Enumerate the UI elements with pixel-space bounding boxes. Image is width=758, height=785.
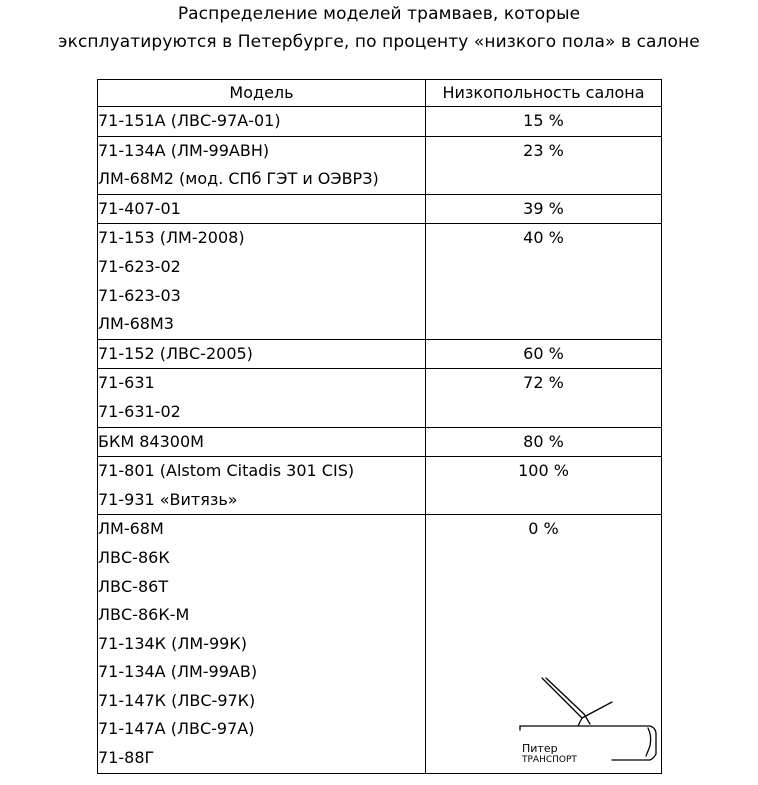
table-row bbox=[98, 224, 662, 339]
tram-lowfloor-table bbox=[97, 79, 662, 774]
model-name: 71-147А (ЛВС-97А) bbox=[98, 719, 255, 739]
model-name: 71-631 bbox=[98, 373, 155, 393]
model-name: 71-134А (ЛМ-99АВ) bbox=[98, 662, 258, 682]
model-name: 71-801 (Alstom Citadis 301 CIS) bbox=[98, 461, 355, 481]
model-name: ЛМ-68М3 bbox=[98, 314, 174, 334]
lowfloor-percent: 39 % bbox=[523, 198, 564, 218]
model-name: 71-931 «Витязь» bbox=[98, 489, 238, 509]
model-name: 71-152 (ЛВС-2005) bbox=[98, 343, 253, 363]
lowfloor-percent-cell bbox=[426, 339, 662, 369]
model-cell bbox=[98, 136, 426, 194]
model-name: ЛМ-68М bbox=[98, 519, 164, 539]
lowfloor-percent: 15 % bbox=[523, 111, 564, 130]
lowfloor-percent-cell bbox=[426, 136, 662, 194]
model-name: ЛМ-68М2 (мод. СПб ГЭТ и ОЭВРЗ) bbox=[98, 169, 379, 189]
model-name: 71-88Г bbox=[98, 748, 155, 768]
table-row bbox=[98, 427, 662, 457]
lowfloor-percent: 23 % bbox=[523, 140, 564, 160]
lowfloor-percent: 60 % bbox=[523, 343, 564, 363]
lowfloor-percent-cell bbox=[426, 194, 662, 224]
model-name: 71-134К (ЛМ-99К) bbox=[98, 633, 247, 653]
document-title bbox=[0, 0, 758, 56]
table-row bbox=[98, 369, 662, 427]
column-header-lowfloor: Низкопольность салона bbox=[426, 80, 662, 107]
piter-transport-logo bbox=[516, 676, 662, 768]
model-cell bbox=[98, 457, 426, 515]
lowfloor-percent: 72 % bbox=[523, 373, 564, 393]
model-name: ЛВС-86К bbox=[98, 547, 170, 567]
table-row bbox=[98, 339, 662, 369]
title-line-1: Распределение моделей трамваев, которые bbox=[177, 4, 581, 24]
table-row bbox=[98, 136, 662, 194]
column-header-model: Модель bbox=[98, 80, 426, 107]
model-cell bbox=[98, 369, 426, 427]
model-cell bbox=[98, 224, 426, 339]
lowfloor-percent-cell bbox=[426, 224, 662, 339]
table-row bbox=[98, 457, 662, 515]
table-body bbox=[98, 107, 662, 774]
lowfloor-percent-cell bbox=[426, 369, 662, 427]
model-cell bbox=[98, 194, 426, 224]
lowfloor-percent: 40 % bbox=[523, 228, 564, 248]
lowfloor-percent: 0 % bbox=[528, 519, 559, 539]
model-name: ЛВС-86Т bbox=[98, 576, 169, 596]
model-name: ЛВС-86К-М bbox=[98, 605, 190, 625]
logo-text-line-2: ТРАНСПОРТ bbox=[522, 755, 577, 765]
lowfloor-percent: 80 % bbox=[523, 431, 564, 451]
model-cell bbox=[98, 515, 426, 773]
model-cell bbox=[98, 339, 426, 369]
model-name: 71-153 (ЛМ-2008) bbox=[98, 228, 245, 248]
model-name: БКМ 84300М bbox=[98, 431, 204, 451]
lowfloor-percent-cell bbox=[426, 107, 662, 137]
lowfloor-percent: 100 % bbox=[518, 461, 569, 481]
title-line-2: эксплуатируются в Петербурге, по проценту «низкого пола» в салоне bbox=[58, 32, 700, 52]
logo-text-line-1: Питер bbox=[522, 742, 558, 755]
table-row bbox=[98, 194, 662, 224]
lowfloor-percent-cell bbox=[426, 457, 662, 515]
model-cell bbox=[98, 107, 426, 137]
model-name: 71-407-01 bbox=[98, 198, 181, 218]
table-header-row bbox=[98, 80, 662, 107]
model-name: 71-151А (ЛВС-97А-01) bbox=[98, 111, 281, 130]
table-row bbox=[98, 107, 662, 137]
model-name: 71-631-02 bbox=[98, 401, 181, 421]
model-name: 71-623-03 bbox=[98, 285, 181, 305]
model-name: 71-147К (ЛВС-97К) bbox=[98, 690, 256, 710]
lowfloor-percent-cell bbox=[426, 427, 662, 457]
model-name: 71-134А (ЛМ-99АВН) bbox=[98, 140, 270, 160]
model-cell bbox=[98, 427, 426, 457]
model-name: 71-623-02 bbox=[98, 256, 181, 276]
